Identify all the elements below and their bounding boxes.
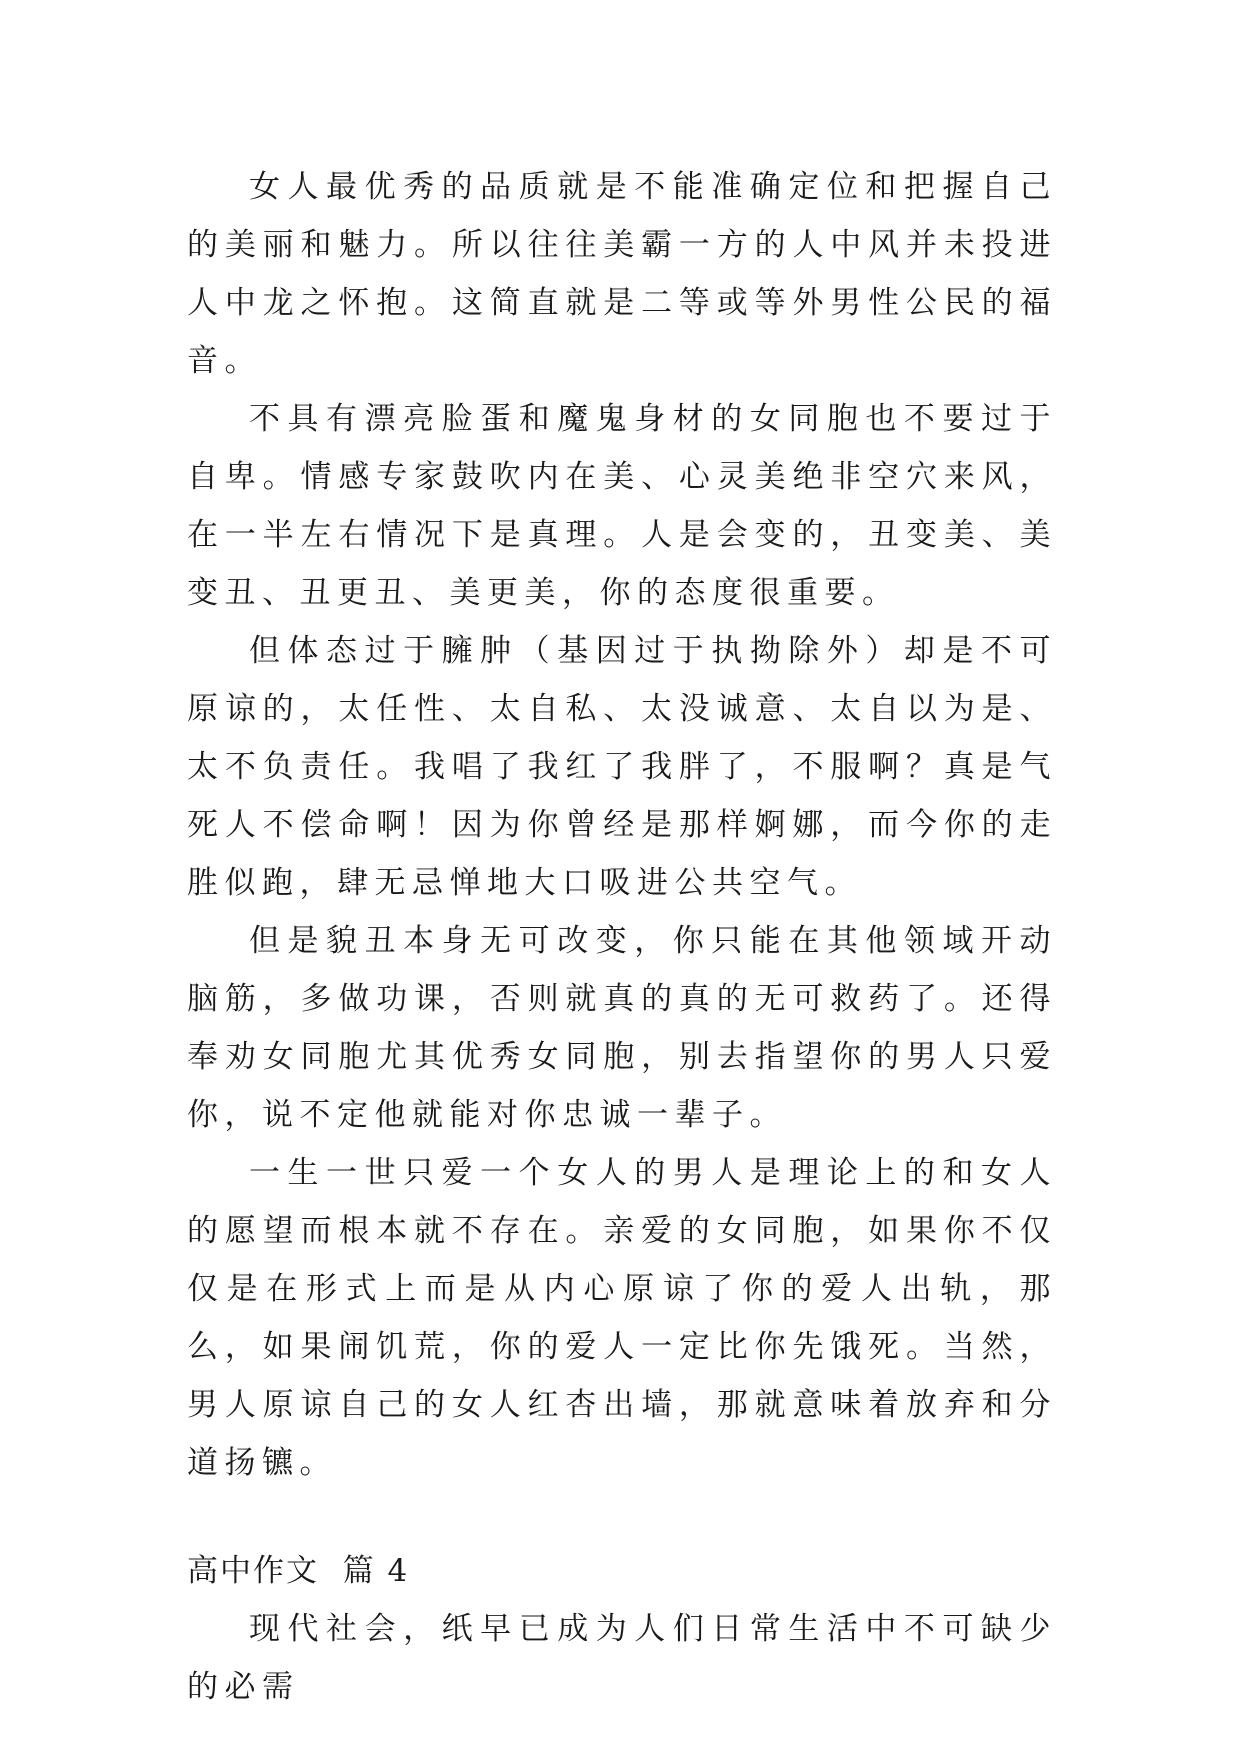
body-paragraph-4: 但是貌丑本身无可改变，你只能在其他领域开动脑筋，多做功课，否则就真的真的无可救药了。还得奉劝女同胞尤其优秀女同胞，别去指望你的男人只爱你，说不定他就能对你忠诚一辈子。 — [187, 923, 1057, 1133]
section-first-paragraph: 现代社会，纸早已成为人们日常生活中不可缺少的必需 — [187, 1611, 1057, 1705]
body-paragraph-5: 一生一世只爱一个女人的男人是理论上的和女人的愿望而根本就不存在。亲爱的女同胞，如果你不仅仅是在形式上而是从内心原谅了你的爱人出轨，那么，如果闹饥荒，你的爱人一定比你先饿死。当然，男人原谅自己的女人红杏出墙，那就意味着放弃和分道扬镳。 — [187, 1155, 1057, 1481]
section-heading: 高中作文 篇 4 — [187, 1553, 410, 1589]
document-page — [187, 158, 1057, 1716]
body-paragraph-2: 不具有漂亮脸蛋和魔鬼身材的女同胞也不要过于自卑。情感专家鼓吹内在美、心灵美绝非空穴来风，在一半左右情况下是真理。人是会变的，丑变美、美变丑、丑更丑、美更美，你的态度很重要。 — [187, 401, 1057, 611]
body-paragraph-1: 女人最优秀的品质就是不能准确定位和把握自己的美丽和魅力。所以往往美霸一方的人中风并未投进人中龙之怀抱。这简直就是二等或等外男性公民的福音。 — [187, 169, 1057, 379]
body-paragraph-3: 但体态过于臃肿（基因过于执拗除外）却是不可原谅的，太任性、太自私、太没诚意、太自以为是、太不负责任。我唱了我红了我胖了，不服啊？真是气死人不偿命啊！因为你曾经是那样婀娜，而今你的走胜似跑，肆无忌惮地大口吸进公共空气。 — [187, 633, 1057, 901]
